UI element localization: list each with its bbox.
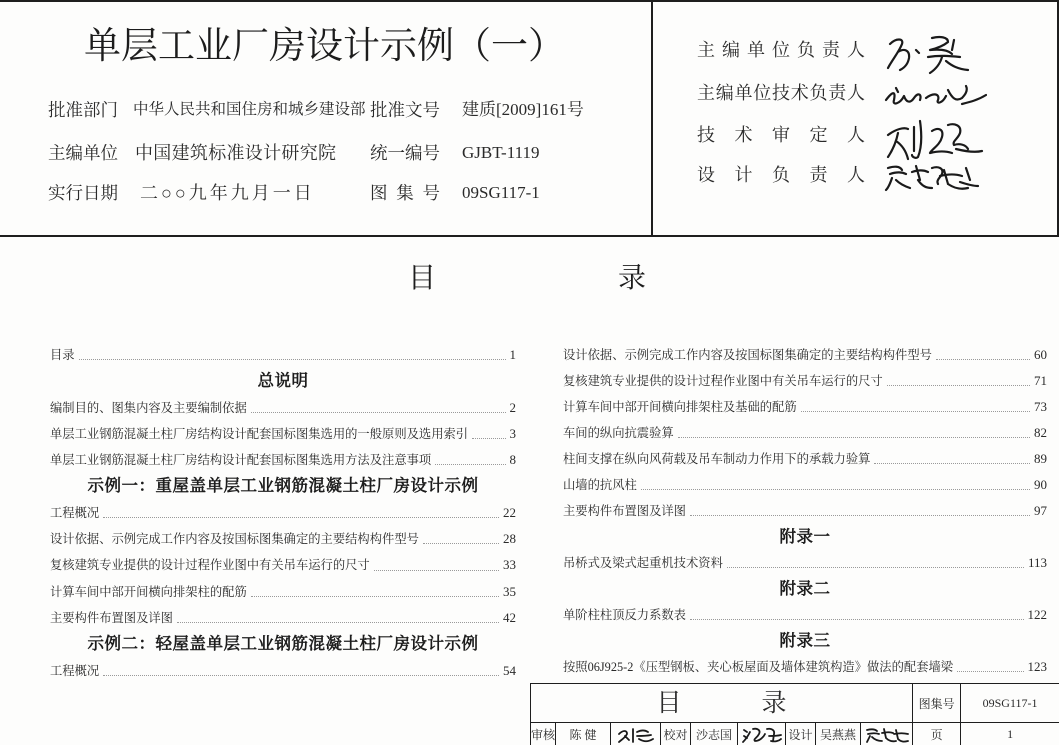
toc-entry-title: 单阶柱柱顶反力系数表: [563, 608, 686, 622]
dot-leader: [177, 622, 499, 623]
toc-entry: [563, 472, 1047, 498]
toc-entry: [50, 500, 516, 526]
reviewer-signature: [615, 724, 657, 744]
page-number: 1: [961, 723, 1059, 745]
chief-unit: 中国建筑标准设计研究院: [135, 143, 337, 163]
role-chief-unit-head: 主 编 单 位 负 责 人: [697, 40, 865, 60]
toc-entry-title: 编制目的、图集内容及主要编制依据: [50, 400, 247, 415]
toc-entry-title: 计算车间中部开间横向排架柱的配筋: [50, 584, 247, 599]
toc-entry: [50, 552, 516, 578]
dot-leader: [79, 359, 506, 360]
toc-entry: [563, 550, 1047, 576]
toc-entry-title: 目录: [50, 348, 75, 362]
toc-entry-title: 单层工业钢筋混凝土柱厂房结构设计配套国标图集选用的一般原则及选用索引: [50, 426, 469, 441]
toc-entry-page: 97: [1034, 503, 1047, 518]
designer-signature-cell: [861, 723, 913, 745]
reviewer-signature-cell: [611, 723, 661, 745]
toc-entry-page: 42: [503, 609, 516, 625]
toc-entry: [50, 342, 516, 368]
toc-entry-title: 吊桥式及梁式起重机技术资料: [563, 556, 723, 570]
approval-dept-label: 批 准 部 门: [48, 100, 118, 120]
dot-leader: [678, 437, 1030, 438]
toc-entry-title: 主要构件布置图及详图: [50, 610, 173, 625]
dot-leader: [641, 489, 1030, 490]
dot-leader: [472, 438, 505, 439]
toc-entry-title: 柱间支撑在纵向风荷载及吊车制动力作用下的承载力验算: [563, 452, 871, 466]
toc-entry-page: 2: [509, 399, 516, 415]
toc-entry-page: 73: [1034, 399, 1047, 414]
toc-entry-title: 计算车间中部开间横向排架柱及基础的配筋: [563, 400, 797, 414]
toc-entry-page: 1: [509, 347, 516, 362]
toc-entry: [50, 447, 516, 473]
review-label: 审核: [531, 723, 556, 745]
header-bottom-border: [0, 235, 1059, 237]
toc-entry: [563, 654, 1047, 680]
unified-no: GJBT-1119: [462, 143, 540, 162]
header-top-border: [0, 0, 1059, 2]
toc-entry: [563, 368, 1047, 394]
toc-entry-page: 123: [1027, 659, 1047, 674]
toc-section-heading: 示例一：重屋盖单层工业钢筋混凝土柱厂房设计示例: [87, 476, 479, 496]
reviewer-name: 陈 健: [556, 723, 611, 745]
toc-entry-title: 山墙的抗风柱: [563, 478, 637, 492]
checker-name: 沙志国: [691, 723, 738, 745]
title-block-title: 目 录: [656, 688, 787, 717]
page-right-border: [1057, 0, 1059, 236]
toc-entry-title: 工程概况: [50, 663, 100, 678]
dot-leader: [727, 567, 1024, 568]
design-label: 设计: [786, 723, 816, 745]
toc-entry-title: 按照06J925-2《压型钢板、夹心板屋面及墙体建筑构造》做法的配套墙梁: [563, 660, 954, 674]
dot-leader: [374, 570, 499, 571]
dot-leader: [251, 596, 499, 597]
toc-entry: [563, 498, 1047, 524]
toc-entry-page: 35: [503, 583, 516, 599]
dot-leader: [957, 671, 1023, 672]
unified-no-label: 统 一 编 号: [370, 143, 440, 163]
toc-entry-title: 设计依据、示例完成工作内容及按国标图集确定的主要结构构件型号: [50, 532, 419, 547]
signature-design-lead: [882, 158, 982, 194]
toc-entry-title: 工程概况: [50, 505, 100, 520]
effective-date-label: 实 行 日 期: [48, 183, 118, 203]
dot-leader: [690, 515, 1030, 516]
dot-leader: [887, 385, 1030, 386]
dot-leader: [936, 359, 1030, 360]
toc-section-heading: 总说明: [257, 371, 309, 391]
toc-entry: [563, 446, 1047, 472]
toc-entry-page: 54: [503, 662, 516, 678]
toc-entry-page: 82: [1034, 425, 1047, 440]
atlas-no-label: 图 集 号: [370, 183, 440, 203]
checker-signature-cell: [738, 723, 786, 745]
toc-entry-title: 车间的纵向抗震验算: [563, 426, 674, 440]
toc-entry: [563, 420, 1047, 446]
dot-leader: [103, 675, 499, 676]
toc-entry-page: 33: [503, 557, 516, 573]
toc-entry-page: 22: [503, 504, 516, 520]
toc-entry-page: 28: [503, 531, 516, 547]
toc-entry-page: 8: [509, 452, 516, 468]
atlas-no: 09SG117-1: [462, 183, 540, 202]
signature-chief-unit-head: [882, 30, 982, 75]
dot-leader: [251, 412, 506, 413]
toc-entry-page: 122: [1027, 607, 1047, 622]
toc-entry-page: 90: [1034, 477, 1047, 492]
title-block-title-cell: [531, 684, 913, 723]
toc-section-heading: 附录二: [779, 579, 831, 598]
toc-right-column: [563, 342, 1047, 680]
dot-leader: [690, 619, 1024, 620]
toc-entry: [50, 526, 516, 552]
approval-no-label: 批 准 文 号: [370, 100, 440, 120]
toc-left-column: [50, 342, 516, 684]
toc-entry-title: 复核建筑专业提供的设计过程作业图中有关吊车运行的尺寸: [50, 558, 370, 573]
toc-entry-page: 60: [1034, 347, 1047, 362]
role-technical-head: 主 编 单 位 技 术 负 责 人: [697, 83, 865, 103]
toc-entry: [563, 394, 1047, 420]
designer-name: 吴燕燕: [816, 723, 861, 745]
toc-entry-title: 单层工业钢筋混凝土柱厂房结构设计配套国标图集选用方法及注意事项: [50, 453, 432, 468]
dot-leader: [423, 543, 499, 544]
toc-section-heading: 附录三: [779, 631, 831, 650]
toc-title: 目 录: [408, 261, 646, 294]
dot-leader: [874, 463, 1030, 464]
toc-entry: [50, 421, 516, 447]
dot-leader: [103, 517, 499, 518]
title-block: [530, 683, 1059, 745]
toc-entry-page: 71: [1034, 373, 1047, 388]
toc-entry: [50, 605, 516, 631]
toc-entry: [50, 579, 516, 605]
page-label: 页: [913, 723, 961, 745]
toc-entry-page: 3: [509, 425, 516, 441]
role-technical-reviewer: 技 术 审 定 人: [697, 125, 865, 145]
toc-entry-title: 主要构件布置图及详图: [563, 504, 686, 518]
toc-entry-page: 113: [1027, 555, 1047, 570]
checker-signature: [741, 724, 783, 744]
toc-section-heading: 附录一: [779, 527, 831, 546]
header-divider: [651, 0, 653, 236]
title-block-atlas-no: 09SG117-1: [961, 684, 1059, 723]
toc-entry-title: 复核建筑专业提供的设计过程作业图中有关吊车运行的尺寸: [563, 374, 883, 388]
toc-entry: [50, 658, 516, 684]
approval-no: 建质[2009]161号: [462, 100, 584, 119]
toc-entry: [50, 395, 516, 421]
toc-entry-title: 设计依据、示例完成工作内容及按国标图集确定的主要结构构件型号: [563, 348, 932, 362]
atlas-title: 单层工业厂房设计示例（一）: [84, 24, 565, 67]
role-design-lead: 设 计 负 责 人: [697, 165, 865, 185]
designer-signature: [864, 724, 910, 744]
toc-section-heading: 示例二：轻屋盖单层工业钢筋混凝土柱厂房设计示例: [87, 634, 479, 654]
toc-entry: [563, 602, 1047, 628]
signature-technical-head: [882, 80, 987, 110]
dot-leader: [435, 464, 505, 465]
chief-unit-label: 主 编 单 位: [48, 143, 118, 163]
title-block-atlas-no-label: 图集号: [913, 684, 961, 723]
toc-entry: [563, 342, 1047, 368]
toc-entry-page: 89: [1034, 451, 1047, 466]
dot-leader: [801, 411, 1030, 412]
signature-technical-reviewer: [882, 115, 987, 163]
check-label: 校对: [661, 723, 691, 745]
approval-dept: 中华人民共和国住房和城乡建设部: [133, 101, 366, 118]
effective-date: 二○○九年九月一日: [140, 183, 315, 203]
